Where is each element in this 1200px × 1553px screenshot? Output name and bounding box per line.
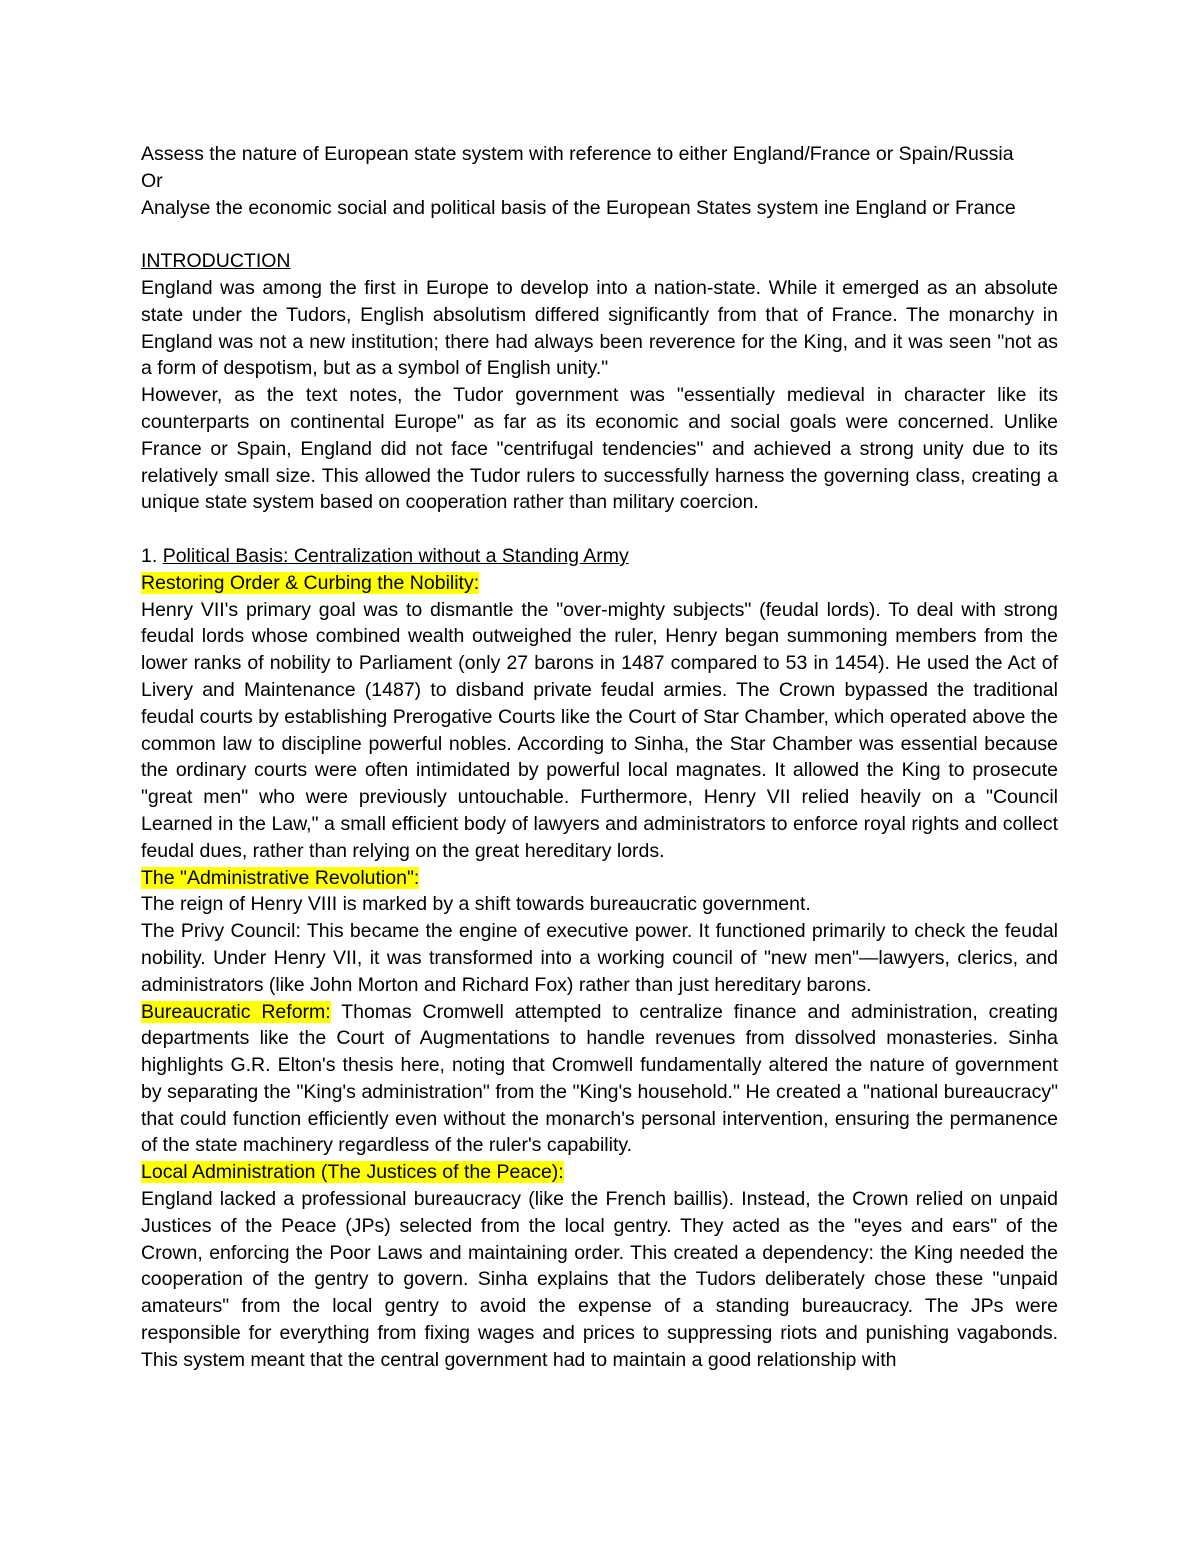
- privy-council-paragraph: The Privy Council: This became the engine of executive power. It functioned primarily to check the feudal nobility. Under Henry VII, it was transformed into a working council of "new men"—lawyers, clerics, and administrators (like John Morton and Richard Fox) rather than just hereditary barons.: [141, 920, 1058, 996]
- subheading-administrative-revolution: The "Administrative Revolution":: [141, 866, 420, 889]
- question-2: Analyse the economic social and political basis of the European States system ine England or France: [141, 196, 1016, 219]
- introduction-heading: INTRODUCTION: [141, 250, 291, 273]
- bureaucratic-reform-paragraph: [141, 999, 1058, 1160]
- bureaucratic-reform-text: Thomas Cromwell attempted to centralize finance and administration, creating departments like the Court of Augmentations to handle revenues from dissolved monasteries. Sinha highlights G.R. Elton's thesis here, noting that Cromwell fundamentally altered the nature of government by separating the "King's administration" from the "King's household." He created a "national bureaucracy" that could function efficiently even without the monarch's personal intervention, ensuring the permanence of the state machinery regardless of the ruler's capability.: [141, 1000, 1059, 1157]
- document-page: [141, 141, 1058, 1374]
- spacer: [141, 516, 1058, 543]
- introduction-paragraph-2: However, as the text notes, the Tudor government was "essentially medieval in character like its counterparts on continental Europe" as far as its economic and social goals were concerned. Unlike France or Spain, England did not face "centrifugal tendencies" and achieved a strong unity due to its relatively small size. This allowed the Tudor rulers to successfully harness the governing class, creating a unique state system based on cooperation rather than military coercion.: [141, 384, 1058, 514]
- section-1-title: Political Basis: Centralization without a Standing Army: [162, 544, 629, 567]
- subheading-restoring-order-line: [141, 570, 1058, 597]
- bureaucratic-reform-label: Bureaucratic Reform:: [141, 1000, 331, 1023]
- question-1: Assess the nature of European state system with reference to either England/France or Spain/Russia: [141, 143, 1014, 165]
- section-1-heading: [141, 543, 1058, 570]
- subheading-local-administration-line: [141, 1159, 1058, 1186]
- section-1-number: 1.: [141, 544, 163, 567]
- administrative-revolution-line: The reign of Henry VIII is marked by a shift towards bureaucratic government.: [141, 893, 811, 916]
- subheading-restoring-order: Restoring Order & Curbing the Nobility:: [141, 571, 480, 594]
- restoring-order-paragraph: Henry VII's primary goal was to dismantle the "over-mighty subjects" (feudal lords). To deal with strong feudal lords whose combined wealth outweighed the ruler, Henry began summoning members from the lower ranks of nobility to Parliament (only 27 barons in 1487 compared to 53 in 1454). He used the Act of Livery and Maintenance (1487) to disband private feudal armies. The Crown bypassed the traditional feudal courts by establishing Prerogative Courts like the Court of Star Chamber, which operated above the common law to discipline powerful nobles. According to Sinha, the Star Chamber was essential because the ordinary courts were often intimidated by powerful local magnates. It allowed the King to prosecute "great men" who were previously untouchable. Furthermore, Henry VII relied heavily on a "Council Learned in the Law," a small efficient body of lawyers and administrators to enforce royal rights and collect feudal dues, rather than relying on the great hereditary lords.: [141, 598, 1058, 862]
- subheading-administrative-revolution-line: [141, 865, 1058, 892]
- introduction-paragraph-1: England was among the first in Europe to develop into a nation-state. While it emerged as an absolute state under the Tudors, English absolutism differed significantly from that of France. The monarchy in England was not a new institution; there had always been reverence for the King, and it was seen "not as a form of despotism, but as a symbol of English unity.": [141, 276, 1058, 380]
- local-administration-paragraph: England lacked a professional bureaucracy (like the French baillis). Instead, the Crown relied on unpaid Justices of the Peace (JPs) selected from the local gentry. They acted as the "eyes and ears" of the Crown, enforcing the Poor Laws and maintaining order. This created a dependency: the King needed the cooperation of the gentry to govern. Sinha explains that the Tudors deliberately chose these "unpaid amateurs" from the local gentry to avoid the expense of a standing bureaucracy. The JPs were responsible for everything from fixing wages and prices to suppressing riots and punishing vagabonds. This system meant that the central government had to maintain a good relationship with: [141, 1188, 1058, 1371]
- subheading-local-administration: Local Administration (The Justices of the Peace):: [141, 1161, 564, 1184]
- introduction-heading-line: [141, 248, 1058, 275]
- question-or: Or: [141, 169, 163, 192]
- spacer: [141, 221, 1058, 248]
